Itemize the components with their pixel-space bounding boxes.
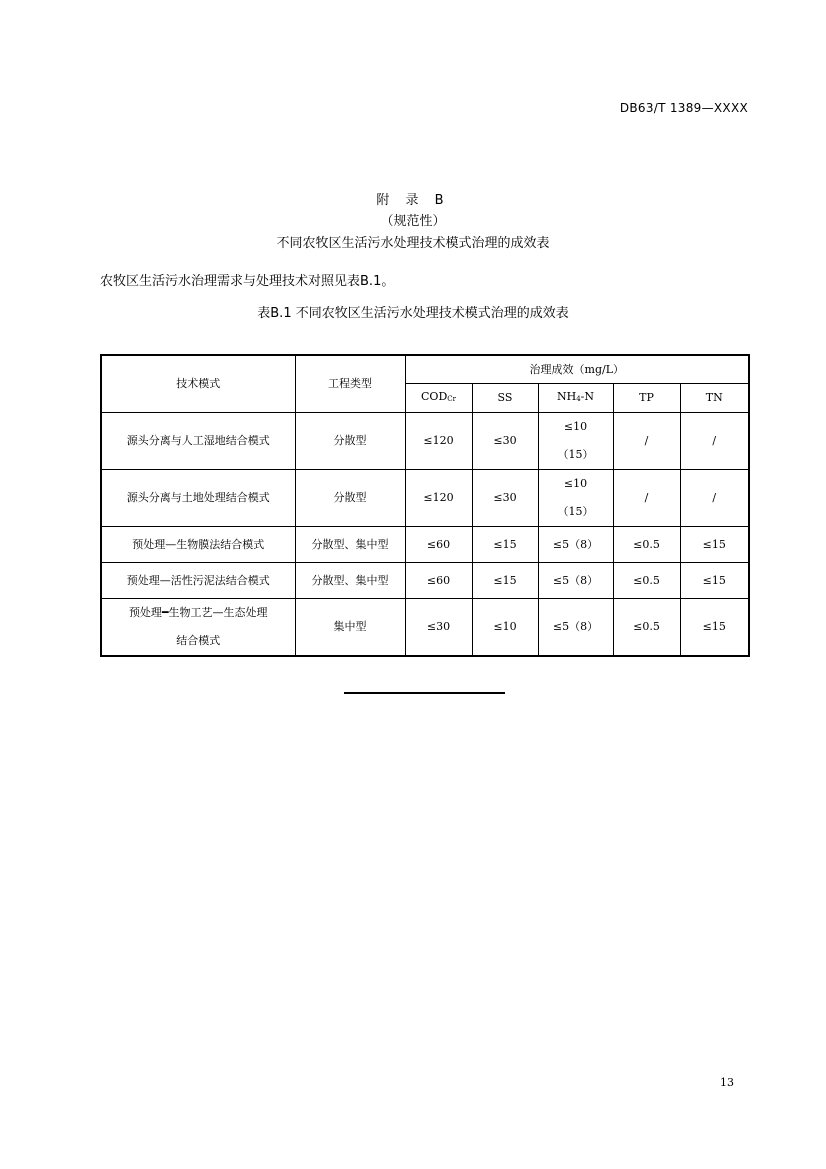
cell-nh: ≤5（8） bbox=[538, 562, 613, 598]
cell-cod: ≤120 bbox=[405, 412, 472, 469]
table-row bbox=[101, 562, 749, 598]
table-row bbox=[101, 469, 749, 526]
appendix-title: 不同农牧区生活污水处理技术模式治理的成效表 bbox=[276, 236, 550, 251]
cell-tn: ≤15 bbox=[680, 526, 749, 562]
cell-ss: ≤30 bbox=[472, 469, 538, 526]
header-mode: 技术模式 bbox=[101, 355, 295, 412]
header-nh-sub: 4 bbox=[576, 394, 581, 403]
table-row bbox=[101, 412, 749, 469]
page-number: 13 bbox=[720, 1076, 734, 1089]
cell-type: 分散型、集中型 bbox=[295, 526, 405, 562]
header-effect-group: 治理成效（mg/L） bbox=[405, 355, 749, 383]
header-row-1 bbox=[101, 355, 749, 383]
cell-type: 分散型、集中型 bbox=[295, 562, 405, 598]
cell-tn: ≤15 bbox=[680, 598, 749, 656]
cell-cod: ≤60 bbox=[405, 562, 472, 598]
cell-nh-main: ≤10 bbox=[563, 419, 588, 433]
cell-mode bbox=[101, 598, 295, 656]
cell-mode: 源头分离与土地处理结合模式 bbox=[101, 469, 295, 526]
end-divider bbox=[344, 692, 505, 694]
header-nh bbox=[538, 383, 613, 412]
cell-nh: ≤5（8） bbox=[538, 598, 613, 656]
cell-type: 集中型 bbox=[295, 598, 405, 656]
header-nh-end: -N bbox=[580, 389, 595, 403]
cell-tp: ≤0.5 bbox=[613, 526, 680, 562]
cell-nh: ≤5（8） bbox=[538, 526, 613, 562]
cell-mode: 预处理—生物膜法结合模式 bbox=[101, 526, 295, 562]
cell-ss: ≤10 bbox=[472, 598, 538, 656]
document-code: DB63/T 1389—XXXX bbox=[619, 101, 748, 115]
cell-mode: 源头分离与人工湿地结合模式 bbox=[101, 412, 295, 469]
results-table bbox=[100, 354, 750, 657]
appendix-type: （规范性） bbox=[380, 214, 446, 229]
cell-nh bbox=[538, 469, 613, 526]
cell-nh-alt: （15） bbox=[557, 447, 594, 461]
cell-cod: ≤60 bbox=[405, 526, 472, 562]
table-row bbox=[101, 598, 749, 656]
header-type: 工程类型 bbox=[295, 355, 405, 412]
cell-cod: ≤120 bbox=[405, 469, 472, 526]
cell-ss: ≤15 bbox=[472, 562, 538, 598]
header-nh-text: NH bbox=[556, 389, 577, 403]
cell-nh-main: ≤10 bbox=[563, 476, 588, 490]
cell-nh bbox=[538, 412, 613, 469]
intro-table-ref: B.1 bbox=[360, 274, 382, 289]
header-cod-sub: Cr bbox=[447, 394, 456, 403]
cell-tn: / bbox=[680, 412, 749, 469]
cell-tp: / bbox=[613, 412, 680, 469]
intro-end: 。 bbox=[381, 274, 395, 289]
cell-mode: 预处理—活性污泥法结合模式 bbox=[101, 562, 295, 598]
cell-type: 分散型 bbox=[295, 469, 405, 526]
cell-ss: ≤15 bbox=[472, 526, 538, 562]
header-cod bbox=[405, 383, 472, 412]
table-row bbox=[101, 526, 749, 562]
header-cod-text: COD bbox=[421, 389, 448, 403]
cell-tp: ≤0.5 bbox=[613, 598, 680, 656]
cell-mode-line2: 结合模式 bbox=[176, 633, 221, 647]
cell-ss: ≤30 bbox=[472, 412, 538, 469]
cell-tp: / bbox=[613, 469, 680, 526]
cell-tn: ≤15 bbox=[680, 562, 749, 598]
cell-type: 分散型 bbox=[295, 412, 405, 469]
header-ss: SS bbox=[472, 383, 538, 412]
cell-mode-line1: 预处理━生物工艺—生态处理 bbox=[128, 605, 268, 619]
intro-paragraph bbox=[100, 270, 394, 289]
table-caption: 表B.1 不同农牧区生活污水处理技术模式治理的成效表 bbox=[257, 306, 569, 321]
header-tp: TP bbox=[613, 383, 680, 412]
cell-nh-alt: （15） bbox=[557, 504, 594, 518]
cell-cod: ≤30 bbox=[405, 598, 472, 656]
cell-tn: / bbox=[680, 469, 749, 526]
cell-tp: ≤0.5 bbox=[613, 562, 680, 598]
header-tn: TN bbox=[680, 383, 749, 412]
intro-text: 农牧区生活污水治理需求与处理技术对照见表 bbox=[100, 274, 361, 289]
appendix-label: 附 录 B bbox=[376, 193, 450, 208]
